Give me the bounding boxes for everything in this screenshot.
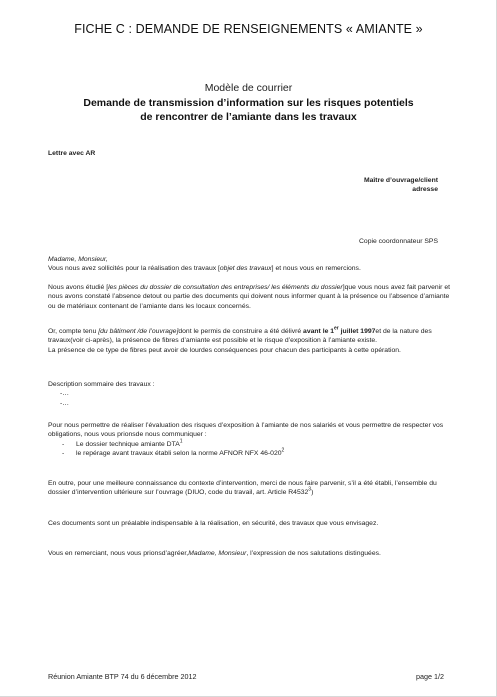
description-block — [48, 380, 454, 408]
list-item — [48, 449, 454, 458]
list-item-text: le repérage avant travaux établi selon la norme AFNOR NFX 46-020 — [76, 450, 282, 458]
closing-text-c: , l’expression de nos salutations distinguées. — [246, 550, 381, 557]
p6-text: En outre, pour une meilleure connaissance du contexte d’intervention, merci de nous faire parvenir, s’il a été établi, l’ensemble du dossier d’intervention ultérieure sur l’ouvrage (DIUO, code du travail, art. Article R4532 — [48, 480, 437, 497]
footnote-ref: 2 — [281, 447, 285, 454]
p3-text-e: juillet 1997 — [338, 328, 376, 335]
description-item-1: -… — [60, 390, 70, 398]
paragraph-1 — [48, 264, 454, 273]
p3-text-f: et de la nature des travaux(voir ci-après), la présence de fibres d’amiante est possible et le risque d’exposition à l’amiante existe. — [48, 328, 432, 345]
list-dash: - — [62, 440, 65, 448]
salutation: Madame, Monsieur, — [48, 256, 108, 263]
p1-text-a: Vous nous avez sollicités pour la réalisation des travaux [ — [48, 265, 220, 273]
closing-text-b: Madame, Monsieur — [188, 550, 247, 557]
p2-text-a: Nous avons étudié [ — [48, 284, 109, 291]
p5-text: Pour nous permettre de réaliser l’évaluation des risques d’exposition à l’amiante de nos salariés et vous permettre de respecter vos obligations, nous vous prionsde nous communiquer : — [48, 422, 444, 439]
documents-list — [48, 440, 454, 459]
paragraph-6 — [48, 479, 454, 498]
subject-line-1: Demande de transmission d’information sur les risques potentiels — [83, 97, 414, 109]
description-item-2: -… — [60, 399, 70, 407]
p2-text-b: les pièces du dossier de consultation des entreprises/ les éléments du dossier — [108, 284, 343, 291]
footnote-ref: 3 — [308, 487, 312, 494]
p3-text-c: dont le permis de construire a été délivré — [178, 328, 304, 335]
model-label: Modèle de courrier — [204, 82, 293, 94]
paragraph-salutation — [48, 255, 454, 274]
copy-line: Copie coordonnateur SPS — [359, 238, 438, 245]
letter-subject — [0, 96, 497, 124]
p6-end: ) — [311, 489, 314, 497]
p3-text-b: [du bâtiment /de l’ouvrage] — [98, 328, 179, 335]
lettre-ar: Lettre avec AR — [48, 150, 96, 157]
recipient-name: Maître d’ouvrage/client — [363, 177, 438, 184]
subject-line-2: de rencontrer de l’amiante dans les travaux — [140, 111, 357, 123]
page-number: page 1/2 — [416, 672, 444, 681]
recipient-address: adresse — [412, 186, 438, 194]
paragraph-4: La présence de ce type de fibres peut avoir de lourdes conséquences pour chacun des participants à cette opération. — [48, 346, 401, 354]
footer-meeting: Réunion Amiante BTP 74 du 6 décembre 2012 — [48, 672, 197, 681]
p3-text-a: Or, compte tenu — [48, 328, 99, 335]
closing-paragraph — [48, 549, 454, 558]
list-item — [48, 440, 454, 449]
recipient-block — [364, 176, 438, 195]
page-title: FICHE C : DEMANDE DE RENSEIGNEMENTS « AMIANTE » — [74, 22, 423, 36]
paragraph-7: Ces documents sont un préalable indispensable à la réalisation, en sécurité, des travaux que vous envisagez. — [48, 520, 379, 527]
paragraph-2 — [48, 283, 454, 311]
footnote-ref: 1 — [179, 438, 183, 445]
list-dash: - — [62, 450, 65, 458]
closing-text-a: Vous en remerciant, nous vous prionsd’agréer, — [48, 550, 189, 557]
p1-text-b: objet des travaux — [219, 265, 272, 273]
p1-text-c: ] et nous vous en remercions. — [271, 265, 361, 273]
list-item-text: Le dossier technique amiante DTA — [76, 440, 180, 448]
p2-text-c: ]que vous nous avez fait parvenir et nous avons constaté l’absence detout ou partie des documents qui doivent nous informer quant à la présence ou l’absence d’amiante ou de matériaux contenant de l’amiante dans les locaux concernés. — [48, 284, 451, 310]
paragraph-3 — [48, 327, 454, 355]
p3-sup: er — [334, 325, 339, 332]
paragraph-5 — [48, 421, 454, 459]
description-label: Description sommaire des travaux : — [48, 381, 155, 388]
p3-text-d: avant le 1 — [303, 328, 335, 335]
